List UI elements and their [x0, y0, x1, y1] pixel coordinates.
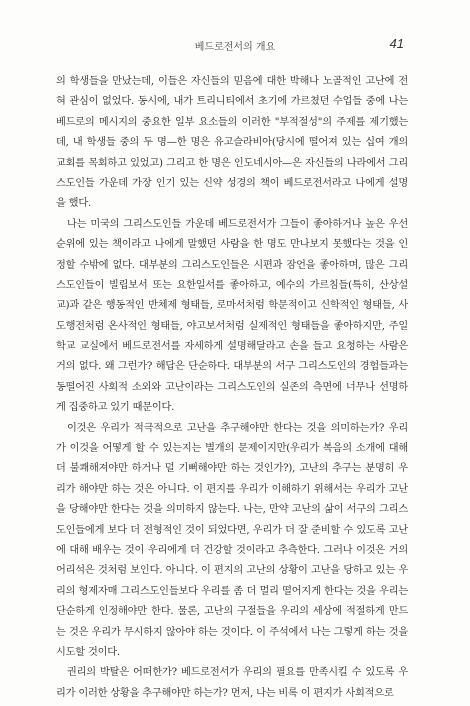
paragraph [56, 663, 408, 704]
body-text [56, 72, 408, 704]
text-line: 교)과 같은 행동적인 반체제 형태들, 로마서처럼 학문적이고 신학적인 형태들, 사 [56, 300, 408, 312]
running-title: 베드로전서의 개요 [194, 42, 276, 53]
text-line: 더 불쾌해져야만 하거나 덜 기뻐해야만 하는 것인가?), 고난의 추구는 분명히 우 [56, 463, 408, 475]
text-line: 교회를 목회하고 있었고) 그리고 한 명은 인도네시아—은 자신들의 나라에서 그리 [56, 157, 408, 169]
text-line: 이것은 우리가 적극적으로 고난을 추구해야만 한다는 것을 의미하는가? 우리 [67, 422, 408, 434]
text-line: 스도인들이 빌립보서 또는 요한일서를 좋아하고, 예수의 가르침들(특히, 산상설 [56, 279, 408, 291]
text-line: 리의 형제자매 그리스도인들보다 우리를 좀 더 멀리 떨어지게 한다는 것을 우리는 [56, 585, 408, 597]
text-line: 도행전처럼 온사적인 형태들, 야고보서처럼 실제적인 형태들을 좋아하지만, 주일 [56, 320, 408, 332]
text-line: 는 것은 우리가 무시하지 않아야 하는 것이다. 이 주석에서 나는 그렇게 하는 것을 [56, 626, 408, 638]
text-line: 단순하게 인정해야만 한다. 물론, 고난의 구절들을 우리의 세상에 적절하게 만드 [56, 606, 408, 618]
paragraph [56, 419, 408, 664]
text-line: 의 학생들을 만났는데, 이들은 자신들의 믿음에 대한 박해나 노골적인 고난에 전 [56, 76, 408, 87]
text-line: 게 집중하고 있기 때문이다. [56, 402, 175, 414]
paragraph [56, 72, 408, 215]
text-line: 리가 해야만 하는 것은 아니다. 이 편지를 우리가 이해하기 위해서는 우리가 고난 [56, 483, 408, 495]
text-line: 스도인들 가운데 가장 인기 있는 신약 성경의 책이 베드로전서라고 나에게 설명 [56, 177, 408, 189]
text-line: 어리석은 것처럼 보인다. 아니다. 이 편지의 고난의 상황이 고난을 당하고 있는 우 [56, 565, 408, 577]
page-number: 41 [389, 36, 404, 51]
text-line: 에 대해 배우는 것이 우리에게 더 건강할 것이라고 추측한다. 그러나 이것은 거의 [56, 544, 408, 556]
text-line: 을 했다. [56, 198, 91, 210]
text-line: 나는 미국의 그리스도인들 가운데 베드로전서가 그들이 좋아하거나 높은 우선 [67, 218, 408, 230]
text-line: 가 이것을 어떻게 할 수 있는지는 별개의 문제이지만(우리가 복음의 소개에 대해 [56, 443, 408, 455]
text-line: 동떨어진 사회적 소외와 고난이라는 그리스도인의 실존의 측면에 너무나 선명하 [56, 381, 408, 393]
text-line: 도인들에게 보다 더 전형적인 것이 되었다면, 우리가 더 잘 준비할 수 있도록 고난 [56, 524, 408, 536]
text-line: 정할 수밖에 없다. 대부분의 그리스도인들은 시편과 잠언을 좋아하며, 많은 그리 [56, 259, 408, 271]
text-line: 권리의 박탈은 어떠한가? 베드로전서가 우리의 필요를 만족시킬 수 있도록 우 [67, 667, 408, 679]
text-line: 데, 내 학생들 중의 두 명—한 명은 유고슬라비아(당시에 떨어져 있는 십여 개의 [56, 137, 408, 149]
text-line: 베드로의 메시지의 중요한 일부 요소들의 이러한 "부적절성"의 주제를 제기했는 [56, 116, 408, 128]
text-line: 을 당해야만 한다는 것을 의미하지 않는다. 나는, 만약 고난의 삶이 서구의 그리스 [56, 504, 408, 516]
text-line: 혀 관심이 없었다. 동시에, 내가 트리니티에서 초기에 가르쳤던 수업들 중에 나는 [56, 96, 408, 108]
text-line: 학교 교실에서 베드로전서를 자세하게 설명해달라고 손을 들고 요청하는 사람은 [56, 341, 408, 353]
paragraph [56, 215, 408, 419]
running-head [0, 36, 470, 52]
text-line: 리가 이러한 상황을 추구해야만 하는가? 먼저, 나는 비록 이 편지가 사회적으로 [56, 687, 394, 699]
text-line: 순위에 있는 책이라고 나에게 말했던 사람을 한 명도 만나보지 못했다는 것을 인 [56, 239, 408, 251]
text-line: 거의 없다. 왜 그런가? 해답은 단순하다. 대부분의 서구 그리스도인의 경험들과는 [56, 361, 408, 373]
text-line: 시도할 것이다. [56, 646, 120, 658]
